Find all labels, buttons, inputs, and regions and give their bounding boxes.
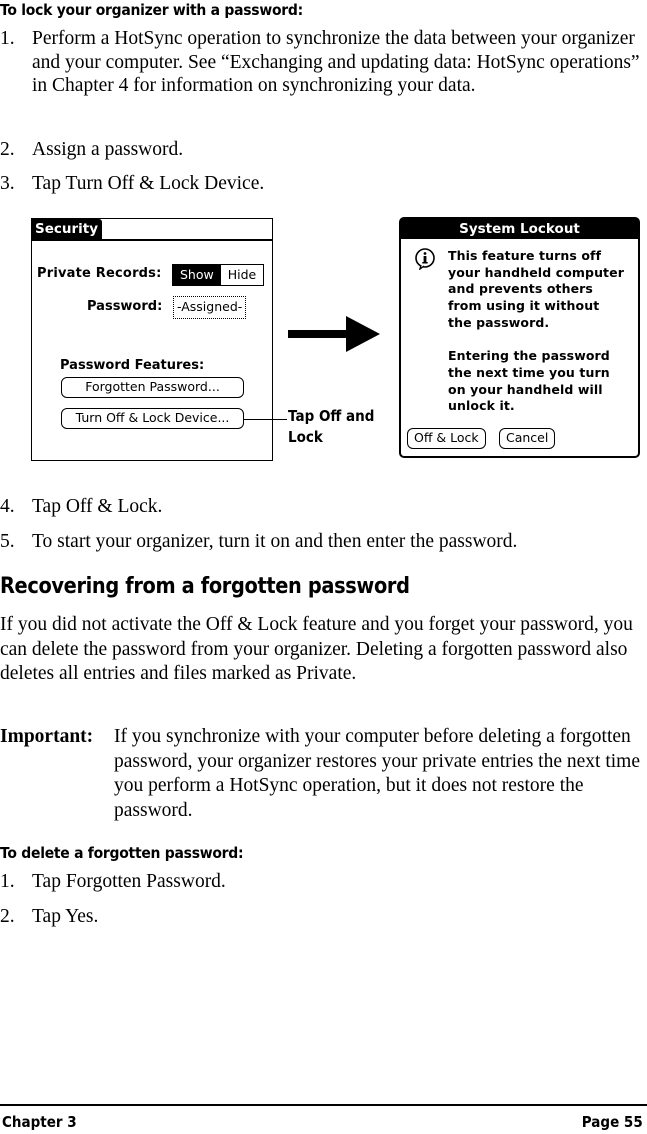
hide-option[interactable]: Hide: [227, 267, 257, 282]
private-records-label: Private Records:: [37, 266, 162, 281]
step-number: 1.: [0, 28, 15, 49]
list-item: [0, 905, 640, 929]
step-text: Tap Turn Off & Lock Device.: [32, 173, 265, 194]
message-line: from using it without: [448, 298, 600, 314]
system-lockout-dialog: [399, 217, 640, 458]
footer-page-number: Page 55: [582, 1113, 643, 1131]
step-number: 4.: [0, 496, 15, 517]
step-text: Perform a HotSync operation to synchronize the data between your organizer and your computer. See “Exchanging and updating data: HotSync operations” in Chapter 4 for information on synchronizing your data.: [32, 28, 640, 96]
turn-off-lock-button[interactable]: Turn Off & Lock Device...: [61, 408, 244, 429]
callout-label: [288, 406, 374, 448]
off-lock-button[interactable]: Off & Lock: [407, 428, 486, 449]
password-field[interactable]: -Assigned-: [173, 296, 246, 319]
cancel-button[interactable]: Cancel: [499, 428, 555, 449]
callout-line-2: Lock: [288, 428, 323, 446]
security-screen: [31, 218, 273, 461]
procedure-heading-delete: To delete a forgotten password:: [0, 844, 244, 862]
list-item: [0, 870, 640, 894]
message-line: the password.: [448, 314, 550, 330]
password-label: Password:: [87, 299, 163, 314]
security-title: Security: [32, 219, 102, 239]
step-text: Tap Yes.: [32, 906, 99, 927]
step-text: Tap Off & Lock.: [32, 496, 163, 517]
step-number: 1.: [0, 871, 15, 892]
list-item: [0, 172, 640, 196]
message-line: This feature turns off: [448, 248, 602, 263]
footer-chapter: Chapter 3: [2, 1113, 77, 1131]
list-item: [0, 530, 640, 554]
step-text: To start your organizer, turn it on and then enter the password.: [32, 531, 518, 552]
step-number: 3.: [0, 173, 15, 194]
right-arrow-icon: [288, 314, 380, 354]
message-line: Entering the password: [448, 348, 610, 364]
footer-divider: [0, 1104, 647, 1106]
list-item: [0, 495, 640, 519]
security-titlebar: [32, 219, 272, 241]
message-line: unlock it.: [448, 398, 515, 414]
message-line: and prevents others: [448, 281, 593, 297]
info-icon: [414, 248, 436, 270]
callout-line-1: Tap Off and: [288, 407, 375, 425]
important-label: Important:: [0, 726, 94, 747]
dialog-message: [448, 248, 638, 415]
section-paragraph: If you did not activate the Off & Lock feature and you forget your password, you can delete the password from your organizer. Deleting a forgotten password also deletes all entries and files marked as Private.: [0, 614, 633, 684]
callout-leader-line: [243, 419, 287, 420]
step-number: 2.: [0, 139, 15, 160]
list-item: [0, 138, 640, 162]
step-number: 2.: [0, 906, 15, 927]
forgotten-password-button[interactable]: Forgotten Password...: [61, 377, 244, 398]
message-spacer: [448, 332, 638, 349]
list-item: [0, 27, 640, 98]
important-text: If you synchronize with your computer before deleting a forgotten password, your organizer restores your private entries the next time you perform a HotSync operation, but it does not restore the password.: [114, 726, 640, 821]
section-heading: Recovering from a forgotten password: [0, 574, 410, 599]
step-number: 5.: [0, 531, 15, 552]
show-option[interactable]: Show: [173, 265, 221, 285]
message-line: your handheld computer: [448, 264, 624, 280]
message-line: the next time you turn: [448, 364, 610, 380]
private-records-toggle[interactable]: [172, 264, 264, 286]
dialog-title: System Lockout: [401, 219, 638, 239]
message-line: on your handheld will: [448, 381, 603, 397]
step-text: Tap Forgotten Password.: [32, 871, 226, 892]
step-text: Assign a password.: [32, 139, 184, 160]
password-features-label: Password Features:: [60, 358, 205, 373]
important-note: [0, 725, 645, 823]
procedure-heading-lock: To lock your organizer with a password:: [0, 1, 303, 19]
